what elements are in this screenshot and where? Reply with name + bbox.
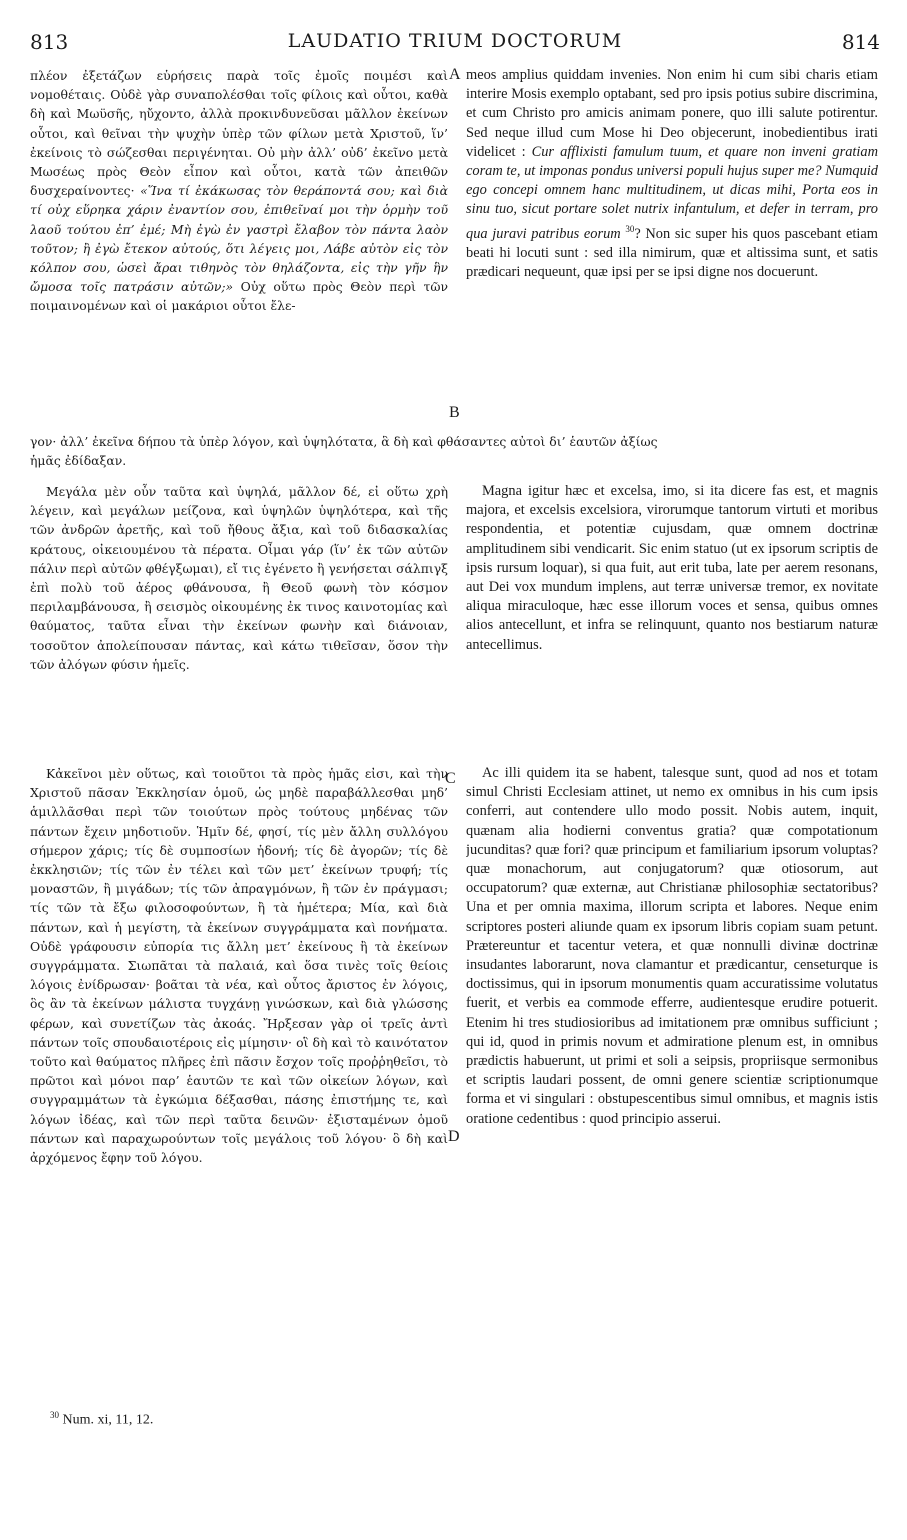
margin-mark-b: B (449, 404, 460, 421)
latin-column-block-3 (466, 764, 878, 1394)
latin-paragraph: Ac illi quidem ita se habent, talesque sunt, quod ad nos et totam simul Christi Ecclesiam attinet, ut nemo ex omnibus in his cum ipsis conferri, aut contendere ullo modo possit. Nobis autem, inquit, quænam alia hodierni conventus gratia? quæ compotationum jucunditas? quæ fori? quæ principum et familiarium ipsorum voluptas? quæ monachorum, aut conjugatorum? quæ otiosorum, aut occupatorum? quæ externæ, aut Christianæ philosophiæ sectatoribus? Una et per omnia maxima, illorum scripta et labores. Neque enim scriptores posteri aliunde quam ex ipsorum libris copiam suam petunt. Prætereuntur et tacentur vetera, et quæ nonnulli divinæ doctrinæ insudantes laborarunt, nova clamantur et prædicantur, censeturque is doctissimus, qui in ipsorum monumentis quam accuratissime volutatus fuerit, et verbis ea commode efferre, audientesque erudire potuerit. Etenim hi tres studiosioribus ad imitationem præ omnibus sufficiunt ; qui id, quod in primis novum et admiratione plenum est, in omnibus prædictis habuerunt, ut primi et soli a seipsis, propriisque sermonibus et scriptis laudari possent, de omni genere scientiæ scriptionumque forma et vi singulari : obstupescentibus simul omnibus, et magnis istis oratione cedentibus : quod principio asserui. (466, 765, 878, 1127)
footnote-ref: 30 (625, 223, 635, 234)
margin-mark-a: A (449, 66, 461, 83)
greek-column-block-2 (30, 482, 448, 758)
greek-quotation: «Ἵνα τί ἐκάκωσας τὸν θεράποντά σου; καὶ διὰ τί οὐχ εὕρηκα χάριν ἐναντίον σου, ἐπιθεῖναί μοι τὴν ὁρμὴν τοῦ λαοῦ τούτου ἐπ’ ἐμέ; Μὴ ἐγὼ ἐν γαστρὶ ἔλαβον τὸν πάντα λαὸν τοῦτον; ἢ ἐγὼ ἔτεκον αὐτούς, ὅτι λέγεις μοι, Λάβε αὐτὸν εἰς τὸν κόλπον σου, ὡσεὶ ἄραι τιθηνὸς τὸν θηλάζοντα, εἰς τὴν γῆν ἣν ὤμοσα τοῖς πατράσιν αὐτῶν;» (30, 183, 448, 295)
latin-quotation: Cur afflixisti famulum tuum, et quare non inveni gratiam coram te, ut imponas pondus universi populi hujus super me? Numquid ego concepi omnem hanc multitudinem, ut dicas mihi, Porta eos in sinu tuo, sicut portare solet nutrix infantulum, et defer in terram, pro qua juravi patribus eorum (466, 143, 878, 242)
running-title: LAUDATIO TRIUM DOCTORUM (287, 30, 623, 52)
latin-column-block-2 (466, 482, 878, 758)
latin-column-block-1 (466, 66, 878, 431)
page-number-left: 813 (30, 30, 69, 54)
greek-paragraph: πλέον ἐξετάζων εὑρήσεις παρὰ τοῖς ἐμοῖς ποιμέσι καὶ νομοθέταις. Οὐδὲ γὰρ συναπολέσθαι τοῖς φίλοις καὶ οὗτοι, καθὰ δὴ καὶ Μωϋσῆς, ηὔχοντο, ἀλλὰ προκινδυνεῦσαι μᾶλλον ἐκείνων οὗτοι, καὶ θεῖναι τὴν ψυχὴν ὑπὲρ τῶν φίλων μετὰ Χριστοῦ, ἵν’ ἐκείνοις τὸ σώζεσθαι περιγένηται. Οὐ μὴν ἀλλ’ οὐδ’ ἐκεῖνο μετὰ Μωσέως πρὸς Θεὸν εἶπον καὶ οὗτοι, κατὰ τῶν ἀπειθῶν δυσχεραίνοντες· «Ἵνα τί ἐκάκωσας τὸν θεράποντά σου; καὶ διὰ τί οὐχ εὕρηκα χάριν ἐναντίον σου, ἐπιθεῖναί μοι τὴν ὁρμὴν τοῦ λαοῦ τούτου ἐπ’ ἐμέ; Μὴ ἐγὼ ἐν γαστρὶ ἔλαβον τὸν πάντα λαὸν τοῦτον; ἢ ἐγὼ ἔτεκον αὐτούς, ὅτι λέγεις μοι, Λάβε αὐτὸν εἰς τὸν κόλπον σου, ὡσεὶ ἄραι τιθηνὸς τὸν θηλάζοντα, εἰς τὴν γῆν ἣν ὤμοσα τοῖς πατράσιν αὐτῶν;» Οὐχ οὕτω πρὸς Θεὸν περὶ τῶν ποιμαινομένων καὶ οἱ μακάριοι οὗτοι ἔλε- (30, 68, 448, 314)
footnote-number: 30 (50, 1410, 59, 1420)
greek-wide-line: γον· ἀλλ’ ἐκεῖνα δήπου τὰ ὑπὲρ λόγον, καὶ ὑψηλότατα, ἃ δὴ καὶ φθάσαντες αὐτοὶ δι’ ἑαυτῶν ἀξίως (30, 434, 658, 449)
latin-paragraph: Magna igitur hæc et excelsa, imo, si ita dicere fas est, et magnis majora, et excelsis excelsiora, virorumque tantorum virtuti et moribus respondentia, et potentiæ cujusdam, quæ omnem doctrinæ amplitudinem sibi vendicarit. Sic enim statuo (ut ex ipsorum scriptis de ipsis rursum loquar), si qua fuit, aut erit tuba, late per aerem resonans, aut Dei vox mundum implens, aut terræ universæ tremor, ex novitate aliqua miraculoque, hæc esse illorum voces et sensa, quibus omnes alios antecellunt, et infra se relinquunt, quanto nos bestiarum naturæ antecellimus. (466, 483, 878, 653)
margin-mark-c: C (445, 770, 456, 787)
footnote-text: Num. xi, 11, 12. (62, 1412, 154, 1428)
margin-mark-d: D (448, 1128, 460, 1145)
latin-paragraph: meos amplius quiddam invenies. Non enim hi cum sibi charis etiam interire Mosis exemplo optabant, sed pro ipsis potius subire discrimina, et cum Christo pro amicis animam ponere, quo illi salute potirentur. Sed neque illud cum Mose hi Deo objecerunt, inobedientibus irati videlicet : Cur afflixisti famulum tuum, et quare non inveni gratiam coram te, ut imponas pondus universi populi hujus super me? Numquid ego concepi omnem hanc multitudinem, ut dicas mihi, Porta eos in sinu tuo, sicut portare solet nutrix infantulum, et defer in terram, pro qua juravi patribus eorum $^{30}$? Non sic super his quos pascebant etiam beati hi locuti sunt : sed illa nimirum, quæ et altissima sunt, et satis prædicari nequeunt, quæ ipsi per se ipsi digne nos docuerunt. (466, 67, 878, 280)
greek-paragraph: Κἀκεῖνοι μὲν οὕτως, καὶ τοιοῦτοι τὰ πρὸς ἡμᾶς εἰσι, καὶ τὴν Χριστοῦ πᾶσαν Ἐκκλησίαν ὁμοῦ, ὡς μηδὲ παραβάλλεσθαι μηδ’ ἁμιλλᾶσθαι περὶ τῶν τοιούτων πρὸς τούτους μηδένας τῶν πάντων ἔχειν μηδοτιοῦν. Ἡμῖν δέ, φησί, τίς μὲν ἄλλη συλλόγου σήμερον χάρις; τίς δὲ συμποσίων ἡδονή; τίς δὲ ἀγορῶν; τίς δὲ ἐκκλησιῶν; τίς τῶν ἐν τέλει καὶ τῶν μετ’ ἐκείνων τρυφή; τίς μοναστῶν, ἢ μιγάδων; τίς τῶν ἀπραγμόνων, ἢ τῶν ἐν πράγμασι; τίς τῶν τὰ ἔξω φιλοσοφούντων, ἢ τὰ ἡμέτερα; Μία, καὶ διὰ πάντων, καὶ ἡ μεγίστη, τὰ ἐκείνων συγγράμματα καὶ πονήματα. Οὐδὲ γράφουσιν εὐπορία τις ἄλλη μετ’ ἐκείνους ἢ τὰ ἐκείνων συγγράμματα. Σιωπᾶται τὰ παλαιά, καὶ ὅσα τινὲς τοῖς θείοις λόγοις ἐνίδρωσαν· βοᾶται τὰ νέα, καὶ οὗτος ἄριστος ἐν λόγοις, ὃς ἂν τὰ ἐκείνων μάλιστα τυγχάνῃ γινώσκων, καὶ διὰ γλώσσης φέρων, καὶ συνετίζων τὰς ἀκοάς. Ἤρξεσαν γὰρ οἱ τρεῖς ἀντὶ πάντων τοῖς σπουδαιοτέροις εἰς μίμησιν· οἳ δὴ καὶ τὸ καινότατον τοῦτο καὶ θαύματος πλῆρες ἐπὶ πᾶσιν ἔσχον τοῖς προῤῥηθεῖσι, τὸ πρῶτοι καὶ μόνοι παρ’ ἑαυτῶν τε καὶ τῶν οἰκείων λόγων, καὶ συγγραμμάτων τὰ ἐγκώμια δέξασθαι, πάσης ἐπιστήμης τε, καὶ λόγων ἰδέας, καὶ τῶν περὶ ταῦτα δεινῶν· ἐξισταμένων ὁμοῦ πάντων καὶ παραχωρούντων τοῖς μεγάλοις τοῦ λόγου· ὃ δὴ καὶ ἀρχόμενος ἔφην τοῦ λόγου. (30, 766, 448, 1166)
footnote (50, 1410, 153, 1429)
greek-paragraph: Μεγάλα μὲν οὖν ταῦτα καὶ ὑψηλά, μᾶλλον δέ, εἰ οὕτω χρὴ λέγειν, καὶ μεγάλων μείζονα, καὶ ὑψηλῶν ὑψηλότερα, καὶ τῆς τῶν ἀνδρῶν ἀρετῆς, καὶ τοῦ ἤθους ἄξια, καὶ τοῦ διδασκαλίας κράτους, οἰκειουμένου τὰ πέρατα. Οἶμαι γάρ (ἵν’ ἐκ τῶν αὐτῶν πάλιν περὶ αὐτῶν φθέγξωμαι), εἴ τις ἐγένετο ἢ γενήσεται σάλπιγξ ἐπὶ πολὺ τοῦ ἀέρος φθάνουσα, ἢ Θεοῦ φωνὴ τὸν κόσμον περιλαμβάνουσα, ἢ σεισμὸς οἰκουμένης ἐκ τινος καινοτομίας καὶ θαύματος, ταῦτα εἶναι τὴν ἐκείνων φωνὴν καὶ διάνοιαν, τοσοῦτον ἀπολείπουσαν πάντας, καὶ κάτω τιθεῖσαν, ὅσον τὴν τῶν ἀλόγων φύσιν ἡμεῖς. (30, 484, 448, 672)
greek-column-block-1 (30, 66, 448, 431)
greek-wide-line-2: ἡμᾶς ἐδίδαξαν. (30, 453, 127, 468)
greek-column-block-3 (30, 764, 448, 1394)
running-header (30, 30, 880, 60)
page-number-right: 814 (841, 30, 880, 54)
